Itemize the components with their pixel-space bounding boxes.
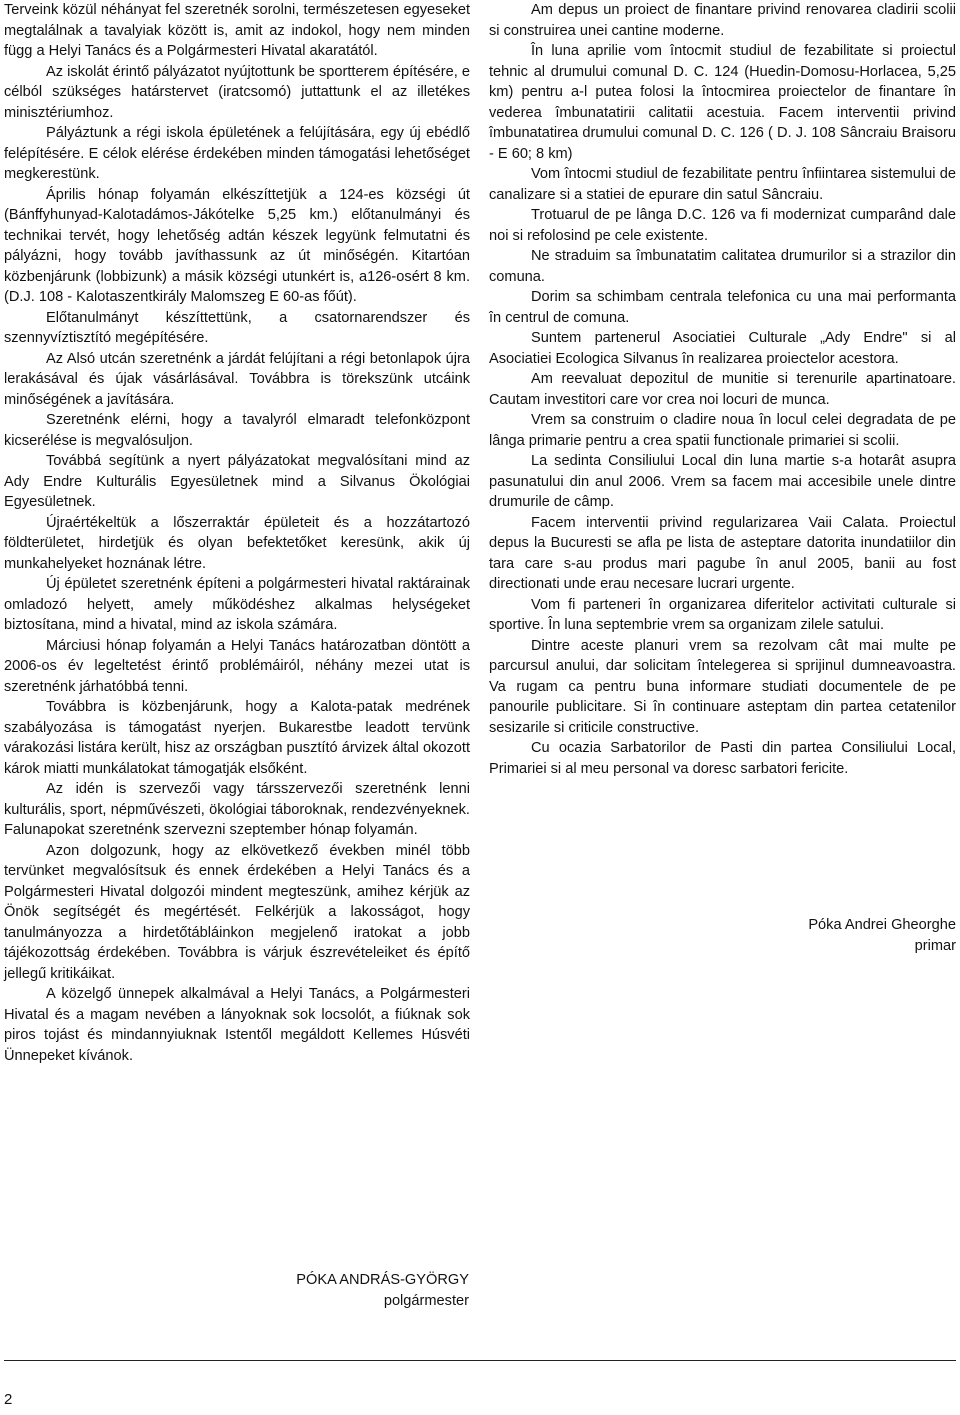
romanian-column: [489, 0, 956, 779]
paragraph: Szeretnénk elérni, hogy a tavalyról elmaradt telefonközpont kicserélése is megvalósuljon.: [4, 412, 470, 449]
signature-name: Póka Andrei Gheorghe: [808, 917, 956, 933]
signature-name: PÓKA ANDRÁS-GYÖRGY: [296, 1272, 469, 1288]
hungarian-column: [4, 0, 470, 1066]
signature-title: polgármester: [383, 1293, 469, 1309]
paragraph: Újraértékeltük a lőszerraktár épületeit és a hozzátartozó földterületet, hirdetjük és olyan befektetőket keresünk, akik új munkahelyeket hoznának létre.: [4, 514, 470, 572]
paragraph: Vrem sa construim o cladire noua în locul celei degradata de pe lânga primarie pentru a crea spatii functionale primariei si scolii.: [489, 412, 956, 449]
paragraph: Az idén is szervezői vagy társszervezői szeretnénk lenni kulturális, sport, népművészeti, ökológiai táboroknak, rendezvényeknek. Falunapokat szeretnénk szervezni szeptember hónap folyamán.: [4, 781, 470, 838]
paragraph: Pályáztunk a régi iskola épületének a felújítására, egy új ebédlő felépítésére. E célok elérése érdekében minden támogatási lehetőséget megkerestünk.: [4, 125, 470, 182]
paragraph: Dintre aceste planuri vrem sa rezolvam cât mai multe pe parcursul anului, dar solicitam întelegerea si sprijinul dumneavoastra. Va rugam ca pentru buna informare studiati documentele de pe panourile publicitare. Si în continuare asteptam din partea cetatenilor sesizarile si criticile constructive.: [489, 637, 956, 736]
paragraph: Az iskolát érintő pályázatot nyújtottunk be sportterem építésére, e célból szükséges határstervet (iratcsomó) juttattunk el az illetékes minisztériumhoz.: [4, 63, 470, 121]
mayor-signature-romanian: [600, 915, 956, 957]
paragraph: Április hónap folyamán elkészíttetjük a 124-es községi út (Bánffyhunyad-Kalotadámos-Jákótelke 5,25 km.) előtanulmányi és technikai tervét, hogy lehetőség adtán készek legyünk felmutatni és pályázni, hogy tovább javíthassunk az út minőségén. Kitartóan közbenjárunk (lobbizunk) a másik községi utunkért is, a126-osért 8 km. (D.J. 108 - Kalotaszentkirály Malomszeg E 60-as főút).: [4, 186, 470, 305]
page-number: 2: [4, 1391, 13, 1408]
paragraph: Továbbá segítünk a nyert pályázatokat megvalósítani mind az Ady Endre Kulturális Egyesületnek mind a Silvanus Ökológiai Egyesületnek.: [4, 453, 470, 510]
paragraph: Vom fi parteneri în organizarea diferitelor activitati culturale si sportive. În luna septembrie vrem sa organizam zilele satului.: [489, 596, 956, 633]
paragraph: Továbbra is közbenjárunk, hogy a Kalota-patak medrének szabályozása is támogatást nyerjen. Bukarestbe leadott tervünk várakozási listára került, hisz az országban pusztító árvizek által okozott károk miatti munkálatokat támogatják elsőként.: [4, 699, 470, 777]
paragraph: A közelgő ünnepek alkalmával a Helyi Tanács, a Polgármesteri Hivatal és a magam nevében a lányoknak sok locsolót, a fiúknak sok piros tojást és mindannyiuknak Istentől megáldott Kellemes Húsvéti Ünnepeket kívánok.: [4, 986, 470, 1064]
signature-title: primar: [914, 938, 956, 954]
footer-divider: [4, 1360, 956, 1361]
paragraph: Terveink közül néhányat fel szeretnék sorolni, természetesen egyeseket megtalálnak a tavalyiak között is, amit az indokol, hogy nem minden függ a Helyi Tanács és a Polgármesteri Hivatal akaratától.: [4, 2, 470, 59]
paragraph: La sedinta Consiliului Local din luna martie s-a hotarât asupra pasunatului din anul 2006. Vrem sa facem mai accesibile unele dintre drumurile de câmp.: [489, 453, 956, 510]
mayor-signature-hungarian: [200, 1270, 469, 1312]
paragraph: Facem interventii privind regularizarea Vaii Calata. Proiectul depus la Bucuresti se afla pe lista de asteptare datorita inundatiilor din tara care s-au produs mari pagube în anul 2005, banii au fost directionati unde erau necesare lucrari urgente.: [489, 514, 956, 592]
paragraph: Cu ocazia Sarbatorilor de Pasti din partea Consiliului Local, Primariei si al meu personal va doresc sarbatori fericite.: [489, 740, 956, 777]
paragraph: Azon dolgozunk, hogy az elkövetkező években minél több tervünket megvalósítsuk és ennek érdekében a Helyi Tanács és a Polgármesteri Hivatal dolgozói mindent megteszünk, amihez kérjük az Önök segítségét és megértését. Felkérjük a lakosságot, hogy tanulmányozza a hirdetőtábláinkon megjelenő iratokat a jobb tájékozottság érdekében. Továbbra is várjuk észrevételeiket és építő jellegű kritikáikat.: [4, 842, 470, 982]
paragraph: Am reevaluat depozitul de munitie si terenurile apartinatoare. Cautam investitori care vor crea noi locuri de munca.: [489, 371, 956, 408]
paragraph: Új épületet szeretnénk építeni a polgármesteri hivatal raktárainak omladozó helyett, amely működéshez alkalmas helységeket biztosítana, mind a hivatal, mind az iskola számára.: [4, 576, 470, 633]
paragraph: Ne straduim sa îmbunatatim calitatea drumurilor si a strazilor din comuna.: [489, 248, 956, 285]
paragraph: Trotuarul de pe lânga D.C. 126 va fi modernizat cumparând dale noi si refolosind pe cele existente.: [489, 207, 956, 244]
paragraph: Előtanulmányt készíttettünk, a csatornarendszer és szennyvíztisztító megépítésére.: [4, 309, 470, 346]
paragraph: Vom întocmi studiul de fezabilitate pentru înfiintarea sistemului de canalizare si a statiei de epurare din satul Sâncraiu.: [489, 166, 956, 203]
paragraph: Am depus un proiect de finantare privind renovarea cladirii scolii si construirea unei cantine moderne.: [489, 2, 956, 39]
paragraph: Márciusi hónap folyamán a Helyi Tanács határozatban döntött a 2006-os év legeltetést érintő problémáiról, néhány mezei utat is szeretnénk járhatóbbá tenni.: [4, 637, 470, 695]
paragraph: Dorim sa schimbam centrala telefonica cu una mai performanta în centrul de comuna.: [489, 289, 956, 326]
paragraph: Az Alsó utcán szeretnénk a járdát felújítani a régi betonlapok újra lerakásával és újak vásárlásával. Továbbra is törekszünk utcáink minőségének a javítására.: [4, 350, 470, 408]
paragraph: În luna aprilie vom întocmit studiul de fezabilitate si proiectul tehnic al drumului comunal D. C. 124 (Huedin-Domosu-Horlacea, 5,25 km) pentru a-l putea folosi la întocmirea proiectelor de finantare în vederea îmbunatatirii calitatii acestuia. Facem interventii privind îmbunatatirea drumului comunal D. C. 126 ( D. J. 108 Sâncraiu Braisoru - E 60; 8 km): [489, 43, 956, 162]
paragraph: Suntem partenerul Asociatiei Culturale „Ady Endre" si al Asociatiei Ecologica Silvanus în realizarea proiectelor acestora.: [489, 330, 956, 367]
